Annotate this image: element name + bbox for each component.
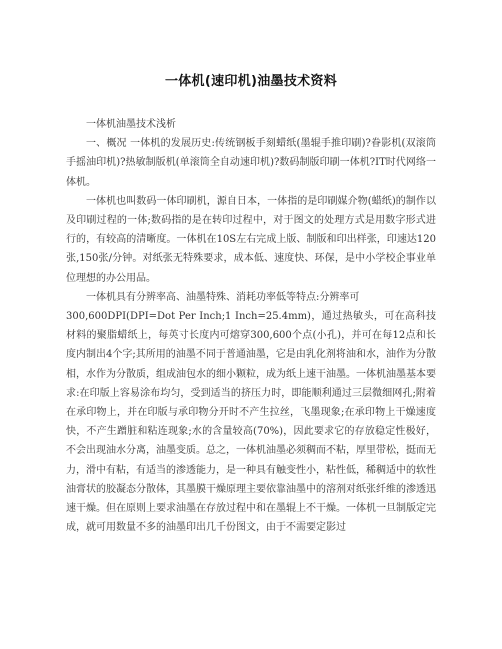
paragraph-definition: 一体机也叫数码一体印刷机，源自日本，一体指的是印刷媒介物(蜡纸)的制作以及印刷过程的一体;数码指的是在转印过程中，对于图文的处理方式是用数字形式进行的，有较高的清晰度。一体机在10S左右完成上版、制版和印出样张，印速达120张,150张/分钟。对纸张无特殊要求，成本低、速度快、环保，是中小学校企事业单位理想的办公用品。 bbox=[66, 195, 436, 284]
paragraph-features-intro: 一体机具有分辨率高、油墨特殊、消耗功率低等特点:分辨率可 bbox=[86, 291, 360, 303]
paragraph-overview: 一、概况 一体机的发展历史:传统钢板手刻蜡纸(墨辊手推印刷)?眷影机(双滚筒手摇油印机)?热敏制版机(单滚筒全自动速印机)?数码制版印刷一体机?IT时代网络一体机。 bbox=[66, 138, 436, 188]
paragraph-subtitle: 一体机油墨技术浅析 bbox=[86, 119, 176, 130]
document-title: 一体机(速印机)油墨技术资料 bbox=[164, 74, 338, 89]
paragraph-features-detail: 300,600DPI(DPI=Dot Per Inch;1 Inch=25.4mm)，通过热敏头，可在高科技材料的聚脂蜡纸上，每英寸长度内可熔穿300,600个点(小孔)，并可在每12点和长度内制出4个字;其所用的油墨不同于普通油墨，它是由乳化剂将油和水，油作为分散相，水作为分散质，组成油包水的细小颗粒，成为纸上速干油墨。一体机油墨基本要求:在印版上容易涂布均匀，受到适当的挤压力时，即能顺利通过三层微细网孔;附着在承印物上，并在印版与承印物分开时不产生拉丝，飞墨现象;在承印物上干燥速度快，不产生蹭脏和粘连现象;水的含量较高(70%)，因此要求它的存放稳定性极好，不会出现油水分离，油墨变质。总之，一体机油墨必须稠而不粘，厚里带松，挺而无力，滑中有粘，有适当的渗透能力，是一种具有触变性小，粘性低，稀稠适中的软性油膏状的胶凝态分散体，其墨膜干燥原理主要依靠油墨中的溶剂对纸张纤维的渗透迅速干燥。但在原则上要求油墨在存放过程中和在墨辊上不干燥。一体机一旦制版定完成，就可用数量不多的油墨印出几千份图文，由于不需要定影过 bbox=[66, 311, 436, 534]
